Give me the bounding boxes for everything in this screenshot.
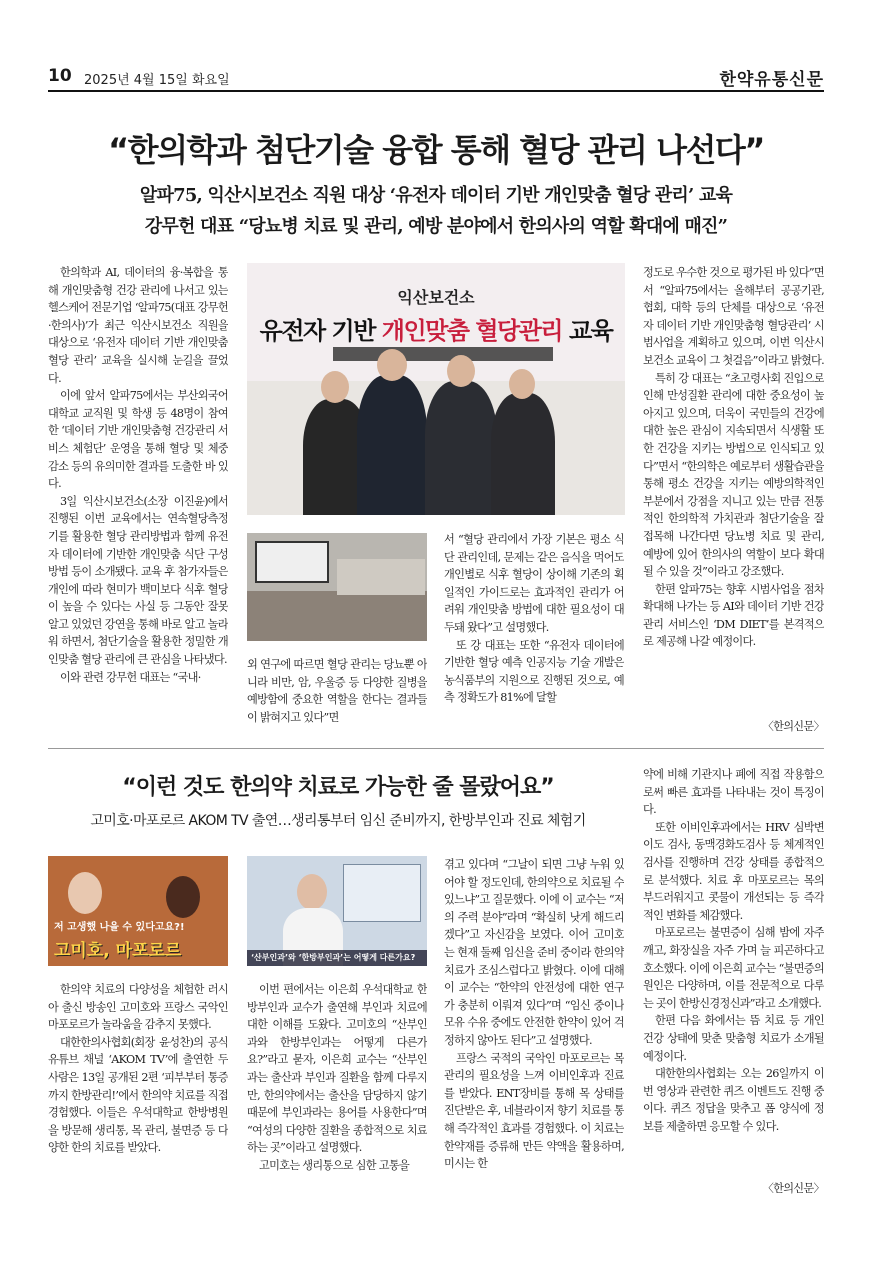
paragraph: 약에 비해 기관지나 폐에 직접 작용함으로써 빠른 효과를 나타내는 것이 특징이다. (643, 768, 824, 817)
banner-main-title: 유전자 기반 개인맞춤 혈당관리 교육 (259, 317, 613, 345)
person-head (377, 349, 407, 381)
paragraph: 마포로르는 불면증이 심해 밤에 자주 깨고, 화장실을 자주 가며 늘 피곤하다고 호소했다. 이에 이은희 교수는 “불면증의 원인은 다양하며, 이를 전문적으로 다루는 곳이 한방신경정신과”라고 소개했다. (643, 926, 824, 1010)
issue-date: 2025년 4월 15일 화요일 (84, 73, 230, 88)
paragraph: 또 강 대표는 또한 “유전자 데이터에 기반한 혈당 예측 인공지능 기술 개발은 농식품부의 지원으로 진행된 것으로, 예측 정확도가 81%에 달할 (444, 638, 624, 705)
article1-column-2 (247, 656, 427, 734)
paragraph: 한의약 치료의 다양성을 체험한 러시아 출신 방송인 고미호와 프랑스 국악인 마포로르가 놀라움을 감추지 못했다. (48, 983, 228, 1032)
person-head (447, 355, 475, 387)
article1-group-photo (247, 263, 625, 515)
paragraph: 한의학과 AI, 데이터의 융·복합을 통해 개인맞춤형 건강 관리에 나서고 있는 헬스케어 전문기업 ‘알파75(대표 강무헌·한의사)’가 최근 익산시보건소 직원을 대상으로 ‘유전자 데이터 기반 개인맞춤 혈당 관리’ 교육을 실시해 눈길을 끌었다. (48, 266, 228, 385)
photo-caption-names: 고미호, 마포로르 (54, 941, 182, 961)
article2-photo-hosts (48, 856, 228, 966)
person-head (297, 874, 327, 910)
paragraph: 프랑스 국적의 국악인 마포로르는 목 관리의 필요성을 느껴 이비인후과 진료를 받았다. ENT장비를 통해 목 상태를 진단받은 후, 네블라이저 향기 치료를 통해 즉각적인 효과를 경험했다. 이 치료는 한약재를 증류해 만든 약액을 활용하며, 미시는 한 (444, 1051, 624, 1171)
article2-column-4 (643, 766, 824, 1180)
person-head (166, 876, 200, 918)
paragraph: 외 연구에 따르면 혈당 관리는 당뇨뿐 아니라 비만, 암, 우울증 등 다양한 질병을 예방함에 중요한 역할을 한다는 결과들이 밝혀지고 있다”면 (247, 658, 427, 724)
article2-headline: “이런 것도 한의약 치료로 가능한 줄 몰랐어요” (122, 775, 554, 800)
person-head (68, 872, 102, 914)
page-number: 10 (48, 66, 72, 86)
article-separator (48, 748, 824, 749)
article2-byline: 〈한의신문〉 (762, 1182, 824, 1195)
photo-caption-top: 저 고생했 나을 수 있다고요?! (54, 922, 185, 933)
paragraph: 겪고 있다며 “그날이 되면 그냥 누워 있어야 할 정도인데, 한의약으로 치료될 수 있느냐”고 질문했다. 이에 이 교수는 “저의 주력 분야”라며 “확실히 낫게 해드리겠다”고 자신감을 보였다. 이어 고미호는 현재 둘째 임신을 준비 중이라 한의약 치료가 조심스럽다고 밝혔다. 이에 대해 이 교수는 “한약의 안전성에 대한 연구가 충분히 이뤄져 있다”며 “임신 중이나 모유 수유 중에도 안전한 한약이 있어 걱정하지 않아도 된다”고 설명했다. (444, 858, 624, 1047)
article1-subhead-2: 강무헌 대표 “당뇨병 치료 및 관리, 예방 분야에서 한의사의 역할 확대에 매진” (144, 216, 728, 237)
article1-column-4 (643, 264, 824, 718)
person (357, 375, 427, 515)
paragraph: 서 “혈당 관리에서 가장 기본은 평소 식단 관리인데, 문제는 같은 음식을 먹어도 개인별로 식후 혈당이 상이해 기존의 획일적인 가이드로는 효과적인 관리가 어려워 개인맞춤 방법에 대한 필요성이 대두돼 왔다”고 설명했다. (444, 533, 624, 634)
newspaper-name: 한약유통신문 (719, 70, 824, 90)
paragraph: 3일 익산시보건소(소장 이진윤)에서 진행된 이번 교육에서는 연속혈당측정기를 활용한 혈당 관리방법과 함께 유전자 데이터에 기반한 개인맞춤 식단 구성 방법 등이 소개됐다. 교육 후 참가자들은 개인에 따라 현미가 백미보다 식후 혈당이 높을 수 있다는 사실 등 그동안 잘못 알고 있었던 강연을 통해 바로 알고 놀라워 하면서, 첨단기술을 활용한 정밀한 개인맞춤 혈당 관리에 큰 관심을 나타냈다. (48, 494, 228, 667)
paragraph: 대한한의사협회(회장 윤성찬)의 공식 유튜브 채널 ‘AKOM TV’에 출연한 두 사람은 13일 공개된 2편 ‘피부부터 통증까지 한방관리!’에서 한의약 치료를 직접 경험했다. 이들은 우석대학교 한방병원을 방문해 생리통, 목 관리, 불면증 등 다양한 한의 치료를 받았다. (48, 1035, 228, 1155)
photo-caption: ‘산부인과’와 ‘한방부인과’는 어떻게 다른가요? (251, 953, 416, 962)
paragraph: 한편 다음 화에서는 뜸 치료 등 개인 건강 상태에 맞춘 맞춤형 치료가 소개될 예정이다. (643, 1014, 824, 1063)
screen-graphic (343, 864, 421, 922)
paragraph: 이에 앞서 알파75에서는 부산외국어대학교 교직원 및 학생 등 48명이 참여한 ‘데이터 기반 개인맞춤형 건강관리 서비스 체험단’ 운영을 통해 혈당 및 체중 감소 등의 유의미한 결과를 도출한 바 있다. (48, 389, 228, 491)
article1-headline: “한의학과 첨단기술 융합 통해 혈당 관리 나선다” (108, 131, 764, 169)
article1-lecture-photo (247, 533, 427, 641)
paragraph: 이와 관련 강무헌 대표는 “국내· (60, 670, 201, 684)
person-head (321, 371, 349, 403)
projection-screen (255, 541, 329, 583)
room-wall (337, 559, 425, 595)
article2-subhead: 고미호·마포로르 AKOM TV 출연…생리통부터 임신 준비까지, 한방부인과 진료 체험기 (90, 813, 586, 829)
paragraph: 고미호는 생리통으로 심한 고통을 (259, 1158, 410, 1172)
paragraph: 또한 이비인후과에서는 HRV 심박변이도 검사, 동맥경화도검사 등 체계적인 검사를 진행하며 건강 상태를 종합적으로 분석했다. 치료 후 마포로르는 목의 부드러워지고 콧물이 개선되는 등 즉각적인 변화를 체감했다. (643, 820, 824, 922)
paragraph: 특히 강 대표는 “초고령사회 진입으로 인해 만성질환 관리에 대한 중요성이 높아지고 있으며, 더욱이 국민들의 건강에 대한 높은 관심이 지속되면서 식생활 또한 건강을 지키는 방법으로 인식되고 있다”면서 “한의학은 예로부터 생활습관을 통해 평소 건강을 지키는 예방의학적인 부분에서 강점을 지니고 있는 만큼 전통적인 한의학적 가치관과 첨단기술을 잘 접목해 나간다면 당뇨병 치료 및 관리, 예방에 있어 한의사의 역할이 보다 확대될 수 있을 것”이라고 강조했다. (643, 371, 824, 579)
article2-column-2 (247, 981, 427, 1196)
article1-subhead-1: 알파75, 익산시보건소 직원 대상 ‘유전자 데이터 기반 개인맞춤 혈당 관리’ 교육 (139, 185, 733, 206)
article2-column-1 (48, 981, 228, 1196)
article2-photo-professor (247, 856, 427, 966)
banner-info-bar (333, 347, 553, 361)
paragraph: 이번 편에서는 이은희 우석대학교 한방부인과 교수가 출연해 부인과 치료에 대한 이해를 도왔다. 고미호의 “산부인과와 한방부인과는 어떻게 다른가요?”라고 묻자, 이은희 교수는 “산부인과는 출산과 부인과 질환을 함께 다루지만, 한의약에서는 출산을 담당하지 않기 때문에 부인과라는 용어를 사용한다”며 “여성의 다양한 질환을 종합적으로 치료하는 곳”이라고 설명했다. (247, 983, 427, 1155)
article1-column-3 (444, 531, 624, 736)
article1-column-1 (48, 264, 228, 736)
banner-small-title: 익산보건소 (397, 288, 475, 307)
header-rule (48, 90, 824, 92)
paragraph: 대한한의사협회는 오는 26일까지 이번 영상과 관련한 퀴즈 이벤트도 진행 중이다. 퀴즈 정답을 맞추고 폼 양식에 정보를 제출하면 응모할 수 있다. (643, 1067, 824, 1133)
audience (247, 591, 427, 641)
person (425, 381, 497, 515)
article2-column-3 (444, 856, 624, 1196)
article1-byline: 〈한의신문〉 (762, 720, 824, 733)
person-head (509, 369, 535, 399)
person (491, 393, 555, 515)
paragraph: 한편 알파75는 향후 시범사업을 점차 확대해 나가는 등 AI와 데이터 기반 건강관리 서비스인 ‘DM DIET’를 본격적으로 제공해 나갈 예정이다. (643, 582, 824, 649)
paragraph: 정도로 우수한 것으로 평가된 바 있다”면서 “알파75에서는 올해부터 공공기관, 협회, 대학 등의 단체를 대상으로 ‘유전자 데이터 기반 개인맞춤형 혈당관리’ 시범사업을 계획하고 있으며, 이번 익산시보건소 교육이 그 첫걸음”이라고 밝혔다. (643, 266, 824, 367)
